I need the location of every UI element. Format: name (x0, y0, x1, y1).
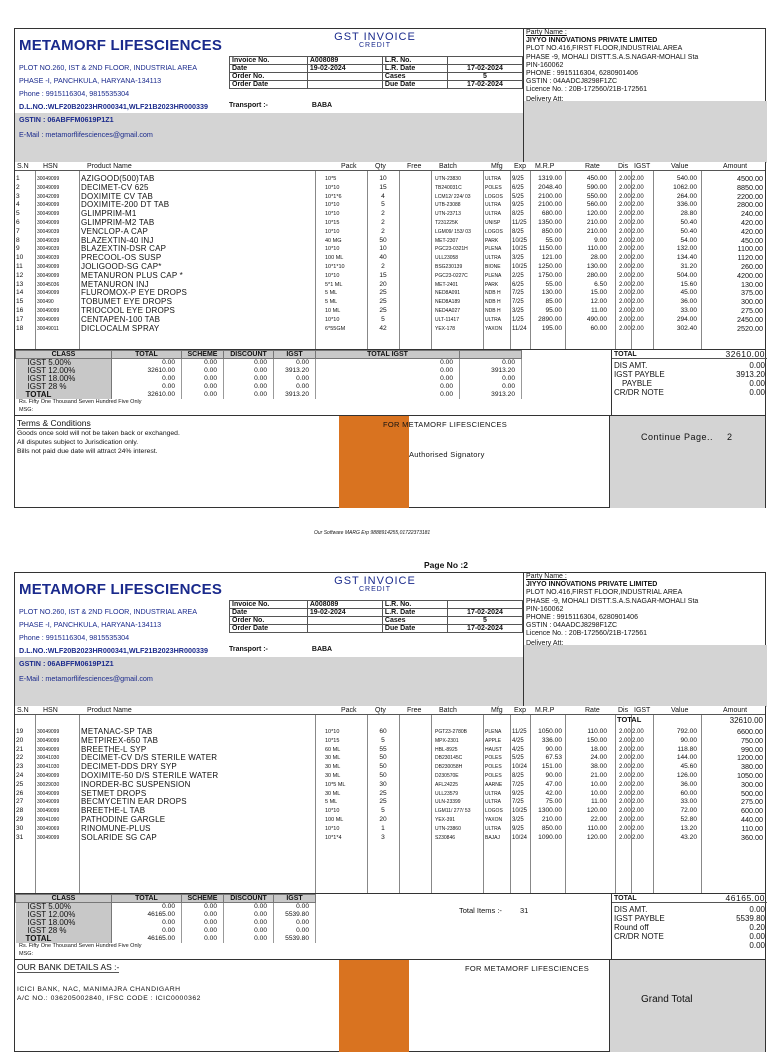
invoice-meta-table: Invoice No. A008089 L.R. No. Date 19-02-2024 L.R. Date 17-02-2024 Order No. Cases 5 Order Date Due Date 17-02-2024 (229, 600, 523, 633)
transport: Transport :- BABA (229, 102, 333, 109)
party-name: JIYYO INNOVATIONS PRIVATE LIMITED (526, 581, 658, 589)
table-row: 28 30049099 BREETHE-L TAB 10*10 5 LGM11/ 277/ 53 LOGOS 10/25 1300.00 120.00 2.00 2.00 72.00 600.00 (16, 806, 763, 816)
company-phone: Phone : 9915116304, 9815535304 (19, 89, 130, 98)
table-row: 29 30041090 PATHODINE GARGLE 100 ML 20 YEX-391 YAXON 3/25 210.00 22.00 2.00 2.00 52.80 440.00 (16, 815, 763, 824)
amount-in-words: Rs. Fifty One Thousand Seven Hundred Five Only (19, 399, 142, 405)
column-header-dis: Dis (618, 163, 629, 170)
totals-box: TOTAL 32610.00 DIS AMT. 0.00 IGST PAYBLE 3913.20 PAYBLE 0.00 CR/DR NOTE 0.00 (611, 350, 767, 416)
column-header-exp: Exp (514, 707, 527, 714)
invoice-header (14, 28, 766, 162)
tax-section: CLASS TOTAL SCHEME DISCOUNT IGST TOTAL IGST IGST 5.00% 0.00 0.00 0.00 0.00 0.00 0.00 IGST 12.00% 32610.00 0.00 0.00 3913.20 0.00 3913.20 IGST 18.00% 0.00 0.00 0.00 0.00 0.00 0.00 IGST 28 % 0.00 0.00 0.00 0.00 0.00 0.00 TOTAL 32610.00 0.00 0.00 3913.20 0.00 3913.20 Rs. Fifty One Thousand Seven Hundred Five Only MSG: TOTAL 32610.00 DIS AMT. 0.00 IGST PAYBLE 3913.20 PAYBLE 0.00 CR/DR NOTE 0.00 (14, 350, 766, 416)
table-row: 15 300490 TOBUMET EYE DROPS 5 ML 25 NED8A189 NDB H 7/25 85.00 12.00 2.00 2.00 36.00 300.00 (16, 297, 763, 307)
column-header-igst: IGST (634, 707, 651, 714)
table-row: 18 30049011 DICLOCALM SPRAY 6*55GM 42 YEX-178 YAXON 11/24 195.00 60.00 2.00 2.00 302.40 2520.00 (16, 323, 763, 333)
table-row: 5 30049099 GLIMPRIM-M1 10*10 2 UTN-23713 ULTRA 8/25 680.00 120.00 2.00 2.00 28.80 240.00 (16, 209, 763, 219)
for-company: FOR METAMORF LIFESCIENCES (383, 420, 508, 429)
table-row: 25 30029030 INORDER-BC SUSPENSION 10*5 ML 30 AFL24225 AARNE 7/25 47.00 10.00 2.00 2.00 36.00 300.00 (16, 779, 763, 789)
footer: Terms & Conditions Goods once sold will not be taken back or exchanged. All disputes subject to Jurisdication only. Bills not paid due date will attract 24% interest. FOR METAMORF LIFESCIENCES Authorised Signatory Continue Page.. 2 (14, 416, 766, 508)
tax-row: TOTAL 32610.00 0.00 0.00 3913.20 0.00 3913.20 (16, 391, 522, 399)
party-details: Party Name : JIYYO INNOVATIONS PRIVATE LIMITED PLOT NO.416,FIRST FLOOR,INDUSTRIAL AREA PHASE -9, MOHALI DISTT.S.A.S.NAGAR-MOHALI Sta PIN-160062 PHONE : 9915116304, 6280901406 GSTIN : 04AADCJ8298F1ZC Licence No. : 20B-172560/21B-172561 Delivery Att: (523, 573, 767, 707)
document-subtitle: CREDIT (358, 586, 392, 593)
invoice-number: A008089 (307, 601, 382, 609)
terms-title: Terms & Conditions (17, 418, 91, 428)
company-dl: D.L.NO.:WLF20B2023HR000341,WLF21B2023HR000339 (19, 102, 208, 111)
tax-row: TOTAL 46165.00 0.00 0.00 5539.80 (16, 935, 316, 943)
transport: Transport :- BABA (229, 646, 333, 653)
company-email: E-Mail : metamorflifesciences@gmail.com (19, 130, 153, 139)
column-header-sn: S.N (17, 707, 29, 714)
column-header-hsn: HSN (43, 163, 58, 170)
table-row: 31 30049099 SOLARIDE SG CAP 10*1*4 3 S230846 BAJAJ 10/24 1090.00 120.00 2.00 2.00 43.20 360.00 (16, 832, 763, 842)
table-row: 21 30049099 BREETHE-L SYP 60 ML 55 HBL-8925 HAUST 4/25 90.00 18.00 2.00 2.00 118.80 990.00 (16, 744, 763, 754)
table-row: 20 30049099 METPIREX-650 TAB 10*15 5 MPX-2301 APPLE 4/25 336.00 150.00 2.00 2.00 90.00 750.00 (16, 735, 763, 745)
column-header-rate: Rate (585, 163, 600, 170)
tax-row: IGST 28 % 0.00 0.00 0.00 0.00 0.00 0.00 (16, 383, 522, 391)
invoice-date: 19-02-2024 (307, 609, 382, 617)
company-name: METAMORF LIFESCIENCES (19, 37, 223, 54)
tax-summary-table: CLASS TOTAL SCHEME DISCOUNT IGST TOTAL IGST IGST 5.00% 0.00 0.00 0.00 0.00 0.00 0.00 IGST 12.00% 32610.00 0.00 0.00 3913.20 0.00 3913.20 IGST 18.00% 0.00 0.00 0.00 0.00 0.00 0.00 IGST 28 % 0.00 0.00 0.00 0.00 0.00 0.00 TOTAL 32610.00 0.00 0.00 3913.20 0.00 3913.20 (15, 350, 522, 399)
company-address-2: PHASE -I, PANCHKULA, HARYANA-134113 (19, 620, 162, 629)
software-credit: Our Software MARG Erp 9888914255,01722373181 (314, 530, 431, 536)
table-row: 16 30049099 TRIOCOOL EYE DROPS 10 ML 25 NED4A027 NDB H 3/25 95.00 11.00 2.00 2.00 33.00 275.00 (16, 306, 763, 315)
column-header-igst: IGST (634, 163, 651, 170)
table-row: 19 30049099 METANAC-SP TAB 10*10 60 PGT23-2780B PLENA 11/25 1050.00 110.00 2.00 2.00 792.00 6600.00 (16, 727, 763, 736)
company-gstin: GSTIN : 06ABFFM0619P1Z1 (19, 659, 114, 668)
table-row: 10 30049039 PRECOOL-OS SUSP 100 ML 40 ULL23058 ULTRA 3/25 121.00 28.00 2.00 2.00 134.40 1120.00 (16, 253, 763, 263)
invoice-page-1 (14, 28, 766, 540)
column-header-name: Product Name (87, 707, 132, 714)
bank-title: OUR BANK DETAILS AS :- (17, 962, 120, 972)
company-address-1: PLOT NO.260, IST & 2ND FLOOR, INDUSTRIAL AREA (19, 63, 198, 72)
column-header-mrp: M.R.P (535, 707, 555, 714)
invoice-meta-table: Invoice No. A008089 L.R. No. Date 19-02-2024 L.R. Date 17-02-2024 Order No. Cases 5 Order Date Due Date 17-02-2024 (229, 56, 523, 89)
table-row: 26 30049099 SETMET DROPS 30 ML 25 ULL23579 ULTRA 9/25 42.00 10.00 2.00 2.00 60.00 500.00 (16, 788, 763, 798)
table-row: 17 30049099 CENTAPEN-100 TAB 10*10 5 ULT-11417 ULTRA 1/25 2890.00 490.00 2.00 2.00 294.00 2450.00 (16, 314, 763, 324)
tax-row: IGST 18.00% 0.00 0.00 0.00 0.00 (16, 919, 316, 927)
table-row: 24 30049099 DOXIMITE-50 D/S STERILE WATER 30 ML 50 D230570E POLES 8/25 90.00 21.00 2.00 2.00 126.00 1050.00 (16, 771, 763, 780)
column-header-mfg: Mfg (491, 163, 503, 170)
items-table (14, 162, 766, 350)
tax-row: IGST 5.00% 0.00 0.00 0.00 0.00 (16, 903, 316, 912)
invoice-header (14, 572, 766, 706)
grand-total: Grand Total (641, 994, 693, 1005)
tax-row: IGST 18.00% 0.00 0.00 0.00 0.00 0.00 0.00 (16, 375, 522, 383)
invoice-page-2 (14, 572, 766, 1024)
column-header-qty: Qty (375, 707, 386, 714)
continue-page: Continue Page.. 2 (641, 432, 733, 442)
items-column-header (15, 706, 765, 715)
column-header-amount: Amount (723, 163, 748, 170)
document-title: GST INVOICE (334, 575, 416, 587)
party-details: Party Name : JIYYO INNOVATIONS PRIVATE LIMITED PLOT NO.416,FIRST FLOOR,INDUSTRIAL AREA PHASE -9, MOHALI DISTT.S.A.S.NAGAR-MOHALI Sta PIN-160062 PHONE : 9915116304, 6280901406 GSTIN : 04AADCJ8298F1ZC Licence No. : 20B-172560/21B-172561 Delivery Att: (523, 29, 767, 163)
amount-in-words: Rs. Fifty One Thousand Seven Hundred Five Only (19, 943, 142, 949)
table-row: 9 30049039 BLAZEXTIN-DSR CAP 10*10 10 PGC23-0321H PLENA 10/25 1150.00 110.00 2.00 2.00 132.00 1100.00 (16, 244, 763, 254)
company-dl: D.L.NO.:WLF20B2023HR000341,WLF21B2023HR000339 (19, 646, 208, 655)
table-row: 1 30049099 AZIGOOD(500)TAB 10*5 10 UTN-23830 ULTRA 9/25 1319.00 450.00 2.00 2.00 540.00 4500.00 (16, 174, 763, 183)
table-row: 4 30049099 DOXIMITE-200 DT TAB 10*10 5 UTB-23088 ULTRA 9/25 2100.00 560.00 2.00 2.00 336.00 2800.00 (16, 200, 763, 210)
table-row: 7 30049039 VENCLOP-A CAP 10*10 2 LGM09/ 153/ 03 LOGOS 8/25 850.00 210.00 2.00 2.00 50.40 420.00 (16, 226, 763, 236)
total-items: Total Items :- 31 (459, 906, 529, 915)
column-header-amount: Amount (723, 707, 748, 714)
table-row: 11 30049099 JOLIGOOD-SG CAP* 10*1*10 2 BSG230139 BIONE 10/25 1250.00 130.00 2.00 2.00 31.20 260.00 (16, 262, 763, 271)
footer: OUR BANK DETAILS AS :- ICICI BANK, NAC, MANIMAJRA CHANDIGARH A/C NO.: 036205002840, IFSC CODE : ICIC0000362 FOR METAMORF LIFESCIENCES Grand Total (14, 960, 766, 1052)
tax-row: IGST 5.00% 0.00 0.00 0.00 0.00 0.00 0.00 (16, 359, 522, 368)
table-row: 30 30049069 RINOMUNE-PLUS 10*10 1 UTN-23860 ULTRA 9/25 850.00 110.00 2.00 2.00 13.20 110.00 (16, 823, 763, 833)
table-row: 13 30045036 METANURON INJ 5*1 ML 20 MET-2401 PARK 6/25 55.00 6.50 2.00 2.00 15.60 130.00 (16, 279, 763, 289)
document-title: GST INVOICE (334, 31, 416, 43)
invoice-number: A008089 (307, 57, 382, 65)
column-header-name: Product Name (87, 163, 132, 170)
tax-summary-table: CLASS TOTAL SCHEME DISCOUNT IGST IGST 5.00% 0.00 0.00 0.00 0.00 IGST 12.00% 46165.00 0.00 0.00 5539.80 IGST 18.00% 0.00 0.00 0.00 0.00 IGST 28 % 0.00 0.00 0.00 0.00 TOTAL 46165.00 0.00 0.00 5539.80 (15, 894, 316, 943)
table-row: 8 30049039 BLAZEXTIN-40 INJ 40 MG 50 MET-2307 PARK 10/25 55.00 9.00 2.00 2.00 54.00 450.00 (16, 235, 763, 245)
total-value: 32610.00 (725, 349, 765, 359)
table-row: 12 30049099 METANURON PLUS CAP * 10*10 15 PGC23-0227C PLENA 2/25 1750.00 280.00 2.00 2.00 504.00 4200.00 (16, 270, 763, 280)
column-header-batch: Batch (439, 163, 457, 170)
tax-section: CLASS TOTAL SCHEME DISCOUNT IGST IGST 5.00% 0.00 0.00 0.00 0.00 IGST 12.00% 46165.00 0.00 0.00 5539.80 IGST 18.00% 0.00 0.00 0.00 0.00 IGST 28 % 0.00 0.00 0.00 0.00 TOTAL 46165.00 0.00 0.00 5539.80 Total Items :- 31 Rs. Fifty One Thousand Seven Hundred Five Only MSG: TOTAL 46165.00 DIS AMT. 0.00 IGST PAYBLE 5539.80 Round off 0.20 CR/DR NOTE 0.00 0.00 (14, 894, 766, 960)
column-header-exp: Exp (514, 163, 527, 170)
table-row: 2 30049099 DECIMET-CV 625 10*10 15 TB240031C POLES 6/25 2048.40 590.00 2.00 2.00 1062.00 8850.00 (16, 182, 763, 192)
document-subtitle: CREDIT (358, 42, 392, 49)
column-header-mfg: Mfg (491, 707, 503, 714)
total-value: 46165.00 (725, 893, 765, 903)
table-row: 27 30049099 BECMYCETIN EAR DROPS 5 ML 25 ULN-23399 ULTRA 7/25 75.00 11.00 2.00 2.00 33.00 275.00 (16, 797, 763, 807)
column-header-free: Free (407, 163, 422, 170)
items-column-header (15, 162, 765, 171)
tax-row: IGST 12.00% 32610.00 0.00 0.00 3913.20 0.00 3913.20 (16, 367, 522, 375)
column-header-free: Free (407, 707, 422, 714)
company-name: METAMORF LIFESCIENCES (19, 581, 223, 598)
company-gstin: GSTIN : 06ABFFM0619P1Z1 (19, 115, 114, 124)
column-header-pack: Pack (341, 707, 357, 714)
column-header-batch: Batch (439, 707, 457, 714)
for-company: FOR METAMORF LIFESCIENCES (465, 964, 590, 973)
column-header-sn: S.N (17, 163, 29, 170)
table-row: 14 30049099 FLUROMOX-P EYE DROPS 5 ML 25 NED8A091 NDB H 7/25 130.00 15.00 2.00 2.00 45.00 375.00 (16, 288, 763, 298)
table-row: 23 30041030 DECIMET-DDS DRY SYP 30 ML 50 DB230058H POLES 10/24 151.00 38.00 2.00 2.00 45.60 380.00 (16, 762, 763, 772)
items-table: S.N HSN Product Name Pack Qty Free Batch Mfg Exp M.R.P Rate Dis IGST Value Amount TOTAL 32610.00 19 30049099 METANAC-SP TAB 10*10 60 PGT23-2780B PLENA 11/25 1050.00 110.00 2.00 2.00 792.00 6600.00 20 30049099 METPIREX-650 TAB 10*15 5 MPX-2301 APPLE 4/25 336.00 150.00 2.00 2.00 90.00 750.00 21 30049099 BREETHE-L SYP 60 ML 55 HBL-8925 HAUST 4/25 90.00 18.00 2.00 2.00 118.80 990.00 22 30041030 DECIMET-CV D/S STERILE WATER 30 ML 50 DB230145C POLES 5/25 67.53 24.00 2.00 2.00 144.00 1200.00 23 30041030 DECIMET-DDS DRY SYP 30 ML 50 DB230058H POLES 10/24 151.00 38.00 2.00 2.00 45.60 380.00 24 30049099 DOXIMITE-50 D/S STERILE WATER 30 ML 50 D230570E POLES 8/25 90.00 21.00 2.00 2.00 126.00 1050.00 25 30029030 INORDER-BC SUSPENSION 10*5 ML 30 AFL24225 AARNE 7/25 47.00 10.00 2.00 2.00 36.00 300.00 26 30049099 SETMET DROPS 30 ML 25 ULL23579 ULTRA 9/25 42.00 10.00 2.00 2.00 60.00 500.00 27 30049099 BECMYCETIN EAR DROPS 5 ML 25 ULN-23399 ULTRA 7/25 75.00 11.00 2.00 2.00 33.00 275.00 28 30049099 BREETHE-L TAB 10*10 5 LGM11/ 277/ 53 LOGOS 10/25 1300.00 120.00 2.00 2.00 72.00 600.00 29 30041090 PATHODINE GARGLE 100 ML 20 YEX-391 YAXON 3/25 210.00 22.00 2.00 2.00 52.80 440.00 30 30049069 RINOMUNE-PLUS 10*10 1 UTN-23860 ULTRA 9/25 850.00 110.00 2.00 2.00 13.20 110.00 31 30049099 SOLARIDE SG CAP 10*1*4 3 S230846 BAJAJ 10/24 1090.00 120.00 2.00 2.00 43.20 360.00 (14, 706, 766, 894)
stamp-block (339, 416, 409, 508)
column-header-hsn: HSN (43, 707, 58, 714)
company-address-2: PHASE -I, PANCHKULA, HARYANA-134113 (19, 76, 162, 85)
column-header-value: Value (671, 163, 689, 170)
stamp-block (339, 960, 409, 1052)
column-header-value: Value (671, 707, 689, 714)
page-number: Page No :2 (424, 560, 468, 570)
column-header-rate: Rate (585, 707, 600, 714)
authorised-signatory: Authorised Signatory (409, 450, 485, 459)
invoice-date: 19-02-2024 (307, 65, 382, 73)
column-header-qty: Qty (375, 163, 386, 170)
table-row: 6 30049099 GLIMPRIM-M2 TAB 10*15 2 T231225K UNISP 11/25 1350.00 210.00 2.00 2.00 50.40 420.00 (16, 218, 763, 227)
table-row: 22 30041030 DECIMET-CV D/S STERILE WATER 30 ML 50 DB230145C POLES 5/25 67.53 24.00 2.00 2.00 144.00 1200.00 (16, 753, 763, 763)
column-header-mrp: M.R.P (535, 163, 555, 170)
tax-row: IGST 28 % 0.00 0.00 0.00 0.00 (16, 927, 316, 935)
column-header-dis: Dis (618, 707, 629, 714)
company-address-1: PLOT NO.260, IST & 2ND FLOOR, INDUSTRIAL AREA (19, 607, 198, 616)
tax-row: IGST 12.00% 46165.00 0.00 0.00 5539.80 (16, 911, 316, 919)
company-phone: Phone : 9915116304, 9815535304 (19, 633, 130, 642)
party-name: JIYYO INNOVATIONS PRIVATE LIMITED (526, 37, 658, 45)
company-email: E-Mail : metamorflifesciences@gmail.com (19, 674, 153, 683)
column-header-pack: Pack (341, 163, 357, 170)
table-row: 3 30042099 DOXIMITE CV TAB 10*1*6 4 LCM12/ 224/ 03 LOGOS 5/25 2100.00 550.00 2.00 2.00 264.00 2200.00 (16, 191, 763, 201)
totals-box: TOTAL 46165.00 DIS AMT. 0.00 IGST PAYBLE 5539.80 Round off 0.20 CR/DR NOTE 0.00 0.00 (611, 894, 767, 960)
